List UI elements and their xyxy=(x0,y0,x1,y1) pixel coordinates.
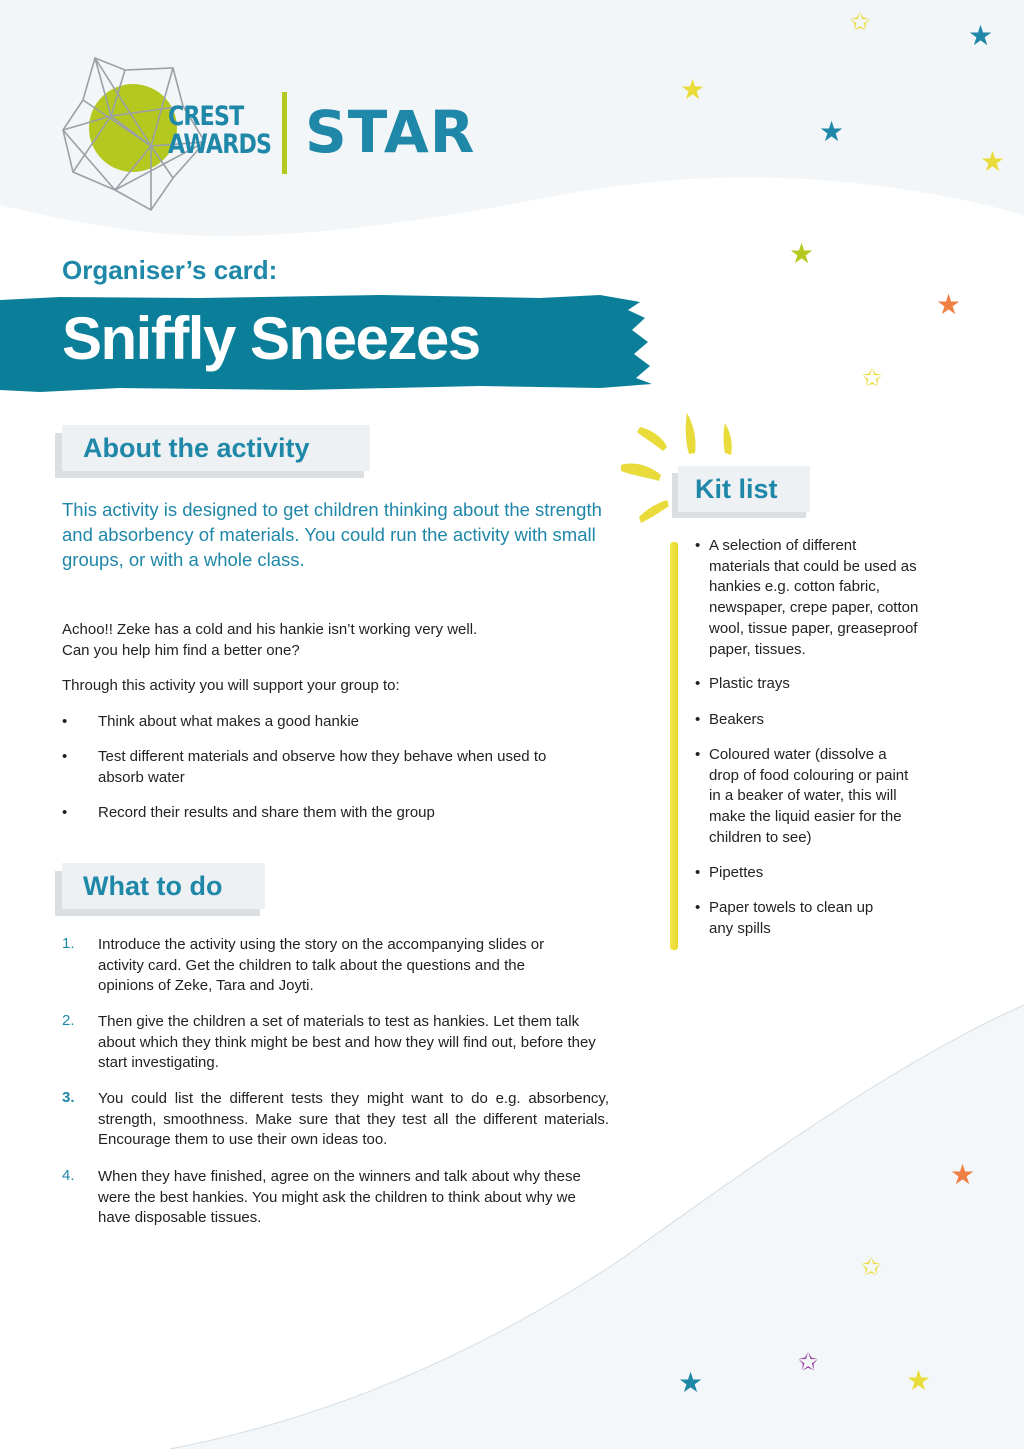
star-icon: ★ xyxy=(678,1366,704,1399)
kit-item-text: Coloured water (dissolve a drop of food colouring or paint in a beaker of water, this will make the liquid easier for the children to see) xyxy=(709,746,909,846)
step-number: 3. xyxy=(62,1089,75,1106)
star-icon: ★ xyxy=(680,73,706,106)
step-text: Introduce the activity using the story on the accompanying slides or activity card. Get the children to talk about the questions and the opinions of Zeke, Tara and Joyti. xyxy=(98,936,545,995)
step-number: 1. xyxy=(62,935,75,952)
about-heading: About the activity xyxy=(83,433,310,463)
kit-item: • Beakers xyxy=(695,710,925,731)
star-icon: ★ xyxy=(906,1364,932,1397)
star-icon: ★ xyxy=(936,288,962,321)
kit-item: • Pipettes xyxy=(695,863,925,884)
kit-item-text: Paper towels to clean up any spills xyxy=(709,899,874,937)
star-icon: ✩ xyxy=(861,1253,882,1281)
step-text: When they have finished, agree on the winners and talk about why these were the best hankies. You might ask the children to think about why we have disposable tissues. xyxy=(98,1168,581,1227)
star-icon: ✩ xyxy=(850,8,871,36)
star-icon: ✩ xyxy=(798,1348,819,1376)
kit-item: • Plastic trays xyxy=(695,674,925,695)
star-icon: ✩ xyxy=(862,364,883,392)
step-number: 2. xyxy=(62,1012,75,1029)
kit-side-rule xyxy=(670,542,678,950)
crest-line-1: CREST xyxy=(168,101,244,132)
what-to-do-heading: What to do xyxy=(83,871,223,901)
crest-awards-wordmark xyxy=(168,103,271,159)
bullet-dot: • xyxy=(62,804,68,821)
kit-item-text: Pipettes xyxy=(709,864,764,881)
kit-item-text: Plastic trays xyxy=(709,675,790,692)
step-number: 4. xyxy=(62,1167,75,1184)
page-title: Sniffly Sneezes xyxy=(62,305,480,372)
about-intro: This activity is designed to get children thinking about the strength and absorbency of materials. You could run the activity with small groups, or with a whole class. xyxy=(62,499,602,570)
bullet-dot: • xyxy=(62,713,68,730)
star-icon: ★ xyxy=(980,145,1006,178)
star-wordmark: STAR xyxy=(305,98,476,166)
star-icon: ★ xyxy=(789,237,815,270)
step-text: You could list the different tests they might want to do e.g. absorbency, strength, smoothness. Make sure that they test all the different materials. Encourage them to use their own ideas too. xyxy=(98,1090,609,1149)
step-text: Then give the children a set of materials to test as hankies. Let them talk about which they think might be best and how they will find out, before they start investigating. xyxy=(98,1013,596,1072)
kit-item-text: Beakers xyxy=(709,711,765,728)
bullet-item: Think about what makes a good hankie xyxy=(98,713,359,730)
logo-divider xyxy=(282,92,287,174)
kit-item-text: A selection of different materials that could be used as hankies e.g. cotton fabric, newspaper, crepe paper, cotton wool, tissue paper, greaseproof paper, tissues. xyxy=(709,537,919,658)
kit-list-heading: Kit list xyxy=(695,474,778,504)
star-icon: ★ xyxy=(968,19,994,52)
bullet-item: Record their results and share them with the group xyxy=(98,804,435,821)
kit-item: • Paper towels to clean up any spills xyxy=(695,898,895,939)
bullet-item: Test different materials and observe how they behave when used to absorb water xyxy=(98,748,547,786)
crest-line-2: AWARDS xyxy=(168,129,272,160)
organiser-label: Organiser’s card: xyxy=(62,255,278,285)
story-line-2: Can you help him find a better one? xyxy=(62,642,300,659)
kit-item: • A selection of different materials that could be used as hankies e.g. cotton fabric, newspaper, crepe paper, cotton wool, tissue paper, greaseproof paper, tissues. xyxy=(695,536,920,660)
star-icon: ★ xyxy=(819,115,845,148)
support-lead: Through this activity you will support your group to: xyxy=(62,677,400,694)
story-line-1: Achoo!! Zeke has a cold and his hankie isn’t working very well. xyxy=(62,621,478,638)
star-icon: ★ xyxy=(950,1158,976,1191)
bullet-dot: • xyxy=(62,748,68,765)
kit-item: • Coloured water (dissolve a drop of food colouring or paint in a beaker of water, this will make the liquid easier for the children to see) xyxy=(695,745,917,849)
